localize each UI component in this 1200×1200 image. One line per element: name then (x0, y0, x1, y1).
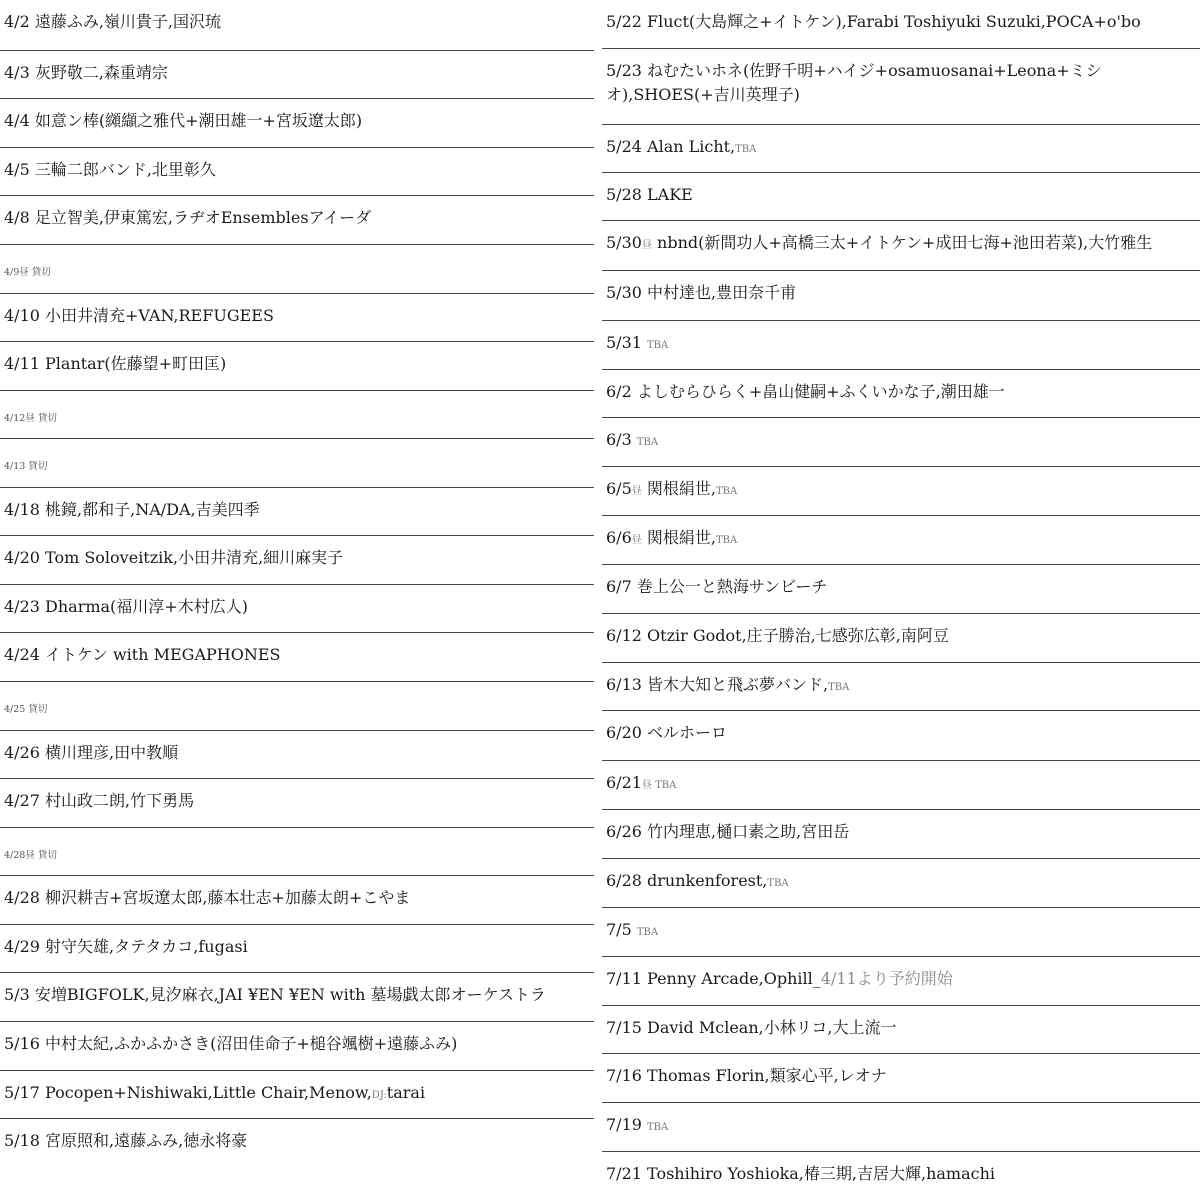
event-main: 6/5 (606, 479, 632, 498)
event-sub: 昼 (631, 486, 642, 497)
event-text (4, 455, 590, 479)
event-main: 5/3 安増BIGFOLK,見汐麻衣,JAI ¥EN ¥EN with 墓場戯太郎オーケストラ (4, 985, 546, 1004)
event-sub: TBA (735, 144, 757, 155)
event-text (4, 698, 590, 722)
event-sub: 昼 TBA (641, 780, 677, 791)
event-text (4, 595, 590, 619)
event-row (0, 924, 594, 972)
event-sub: TBA (647, 340, 669, 351)
event-main: 5/30 中村達也,豊田奈千甫 (606, 283, 797, 302)
event-row (602, 1151, 1200, 1200)
event-row (602, 1005, 1200, 1053)
event-tail: tarai (386, 1083, 426, 1102)
event-main: 4/24 イトケン with MEGAPHONES (4, 645, 281, 664)
event-sub: 昼 (631, 535, 642, 546)
event-text (606, 967, 1196, 991)
event-text (606, 477, 1196, 504)
event-text (4, 886, 590, 910)
event-sub-tail: TBA (715, 486, 738, 497)
event-main: 6/7 巻上公一と熱海サンビーチ (606, 577, 828, 596)
event-main: 5/24 Alan Licht, (606, 137, 736, 156)
event-main: 4/11 Plantar(佐藤望+町田匡) (4, 354, 227, 373)
event-text (4, 158, 590, 182)
event-text (4, 498, 590, 522)
event-tail: nbnd(新間功人+高橋三太+イトケン+成田七海+池田若菜),大竹雅生 (651, 233, 1153, 252)
event-main: 4/28昼 貸切 (4, 850, 57, 861)
event-main: 4/4 如意ン棒(纐纈之雅代+潮田雄一+宮坂遼太郎) (4, 111, 363, 130)
event-main: 4/18 桃鏡,都和子,NA/DA,吉美四季 (4, 500, 260, 519)
event-main: 4/25 貸切 (4, 704, 48, 715)
event-main: 4/26 横川理彦,田中教順 (4, 743, 179, 762)
event-main: 4/2 遠藤ふみ,嶺川貴子,国沢琉 (4, 12, 222, 31)
event-row (602, 907, 1200, 956)
event-row (0, 1118, 594, 1200)
event-text (4, 61, 590, 85)
event-row (602, 0, 1200, 48)
event-sub: TBA (647, 1122, 669, 1133)
event-text (606, 1064, 1196, 1088)
event-row (602, 220, 1200, 270)
event-text (4, 643, 590, 667)
event-text (4, 546, 590, 570)
event-main: 5/17 Pocopen+Nishiwaki,Little Chair,Menow, (4, 1083, 372, 1102)
event-row (0, 827, 594, 875)
event-text (4, 1032, 590, 1056)
event-sub: TBA (636, 437, 659, 448)
event-row (602, 613, 1200, 662)
event-row (602, 320, 1200, 369)
event-text (4, 10, 590, 34)
event-text (4, 1129, 590, 1153)
event-text (606, 231, 1196, 258)
event-text (606, 380, 1196, 404)
event-note: 4/11より予約開始 (820, 969, 953, 988)
event-text (4, 1081, 590, 1108)
event-text (4, 789, 590, 813)
event-row (0, 632, 594, 681)
event-row (0, 972, 594, 1021)
event-row (602, 515, 1200, 564)
event-row (602, 956, 1200, 1005)
event-row (0, 487, 594, 535)
event-sub: DJ: (371, 1090, 387, 1101)
event-text (4, 304, 590, 328)
event-main: 6/13 皆木大知と飛ぶ夢バンド, (606, 675, 829, 694)
event-text (606, 281, 1196, 305)
event-main: 4/29 射守矢雄,タテタカコ,fugasi (4, 937, 248, 956)
event-sub: 昼 (641, 240, 652, 251)
schedule-column-left (0, 0, 594, 1200)
event-main: 6/2 よしむらひらく+畠山健嗣+ふくいかな子,潮田雄一 (606, 382, 1005, 401)
event-row (602, 564, 1200, 613)
event-main: 6/12 Otzir Godot,庄子勝治,七感弥広彰,南阿豆 (606, 626, 949, 645)
event-row (602, 466, 1200, 515)
event-tail: 関根絹世, (641, 479, 716, 498)
event-main: 5/31 (606, 333, 648, 352)
event-row (602, 270, 1200, 320)
event-row (0, 584, 594, 632)
event-main: 5/28 LAKE (606, 185, 693, 204)
event-row (602, 662, 1200, 710)
event-row (602, 124, 1200, 172)
event-row (0, 730, 594, 778)
event-main: 5/30 (606, 233, 642, 252)
event-row (0, 0, 594, 50)
event-row (0, 1070, 594, 1118)
event-text (606, 869, 1196, 896)
event-text (4, 844, 590, 868)
event-text (4, 109, 590, 133)
event-sub: TBA (828, 682, 850, 693)
event-text (606, 624, 1196, 648)
event-row (0, 293, 594, 341)
event-row (0, 875, 594, 924)
event-text (4, 935, 590, 959)
event-main: 4/9昼 貸切 (4, 267, 51, 278)
event-text (606, 135, 1196, 162)
event-main: 6/20 ベルホーロ (606, 723, 728, 742)
event-row (602, 809, 1200, 858)
event-row (0, 195, 594, 244)
event-text (606, 1016, 1196, 1040)
event-text (4, 983, 590, 1007)
event-row (602, 760, 1200, 809)
event-text (606, 183, 1196, 207)
event-tail: 関根絹世, (641, 528, 716, 547)
event-text (606, 428, 1196, 455)
event-row (602, 417, 1200, 466)
event-main: 7/11 Penny Arcade,Ophill_ (606, 969, 821, 988)
event-row (0, 147, 594, 195)
event-row (0, 681, 594, 730)
event-main: 4/3 灰野敬二,森重靖宗 (4, 63, 168, 82)
event-main: 6/28 drunkenforest, (606, 871, 768, 890)
event-text (4, 352, 590, 376)
event-main: 4/13 貸切 (4, 461, 48, 472)
event-row (602, 710, 1200, 760)
event-text (606, 1162, 1196, 1186)
event-row (0, 390, 594, 438)
event-sub: TBA (767, 878, 789, 889)
event-main: 5/16 中村太紀,ふかふかさき(沼田佳命子+槌谷颯樹+遠藤ふみ) (4, 1034, 458, 1053)
event-row (602, 1053, 1200, 1102)
event-sub-tail: TBA (715, 535, 738, 546)
event-main: 5/18 宮原照和,遠藤ふみ,徳永将豪 (4, 1131, 248, 1150)
event-text (606, 331, 1196, 358)
event-text (606, 575, 1196, 599)
event-text (606, 1113, 1196, 1140)
event-row (0, 1021, 594, 1070)
schedule-column-right (602, 0, 1200, 1200)
event-main: 7/21 Toshihiro Yoshioka,椿三期,吉居大輝,hamachi (606, 1164, 996, 1183)
event-main: 4/23 Dharma(福川淳+木村広人) (4, 597, 248, 616)
event-row (602, 858, 1200, 907)
event-main: 4/28 柳沢耕吉+宮坂遼太郎,藤本壮志+加藤太朗+こやま (4, 888, 411, 907)
event-text (606, 918, 1196, 945)
event-text (606, 59, 1196, 107)
event-sub: TBA (636, 927, 659, 938)
event-main: 6/21 (606, 773, 642, 792)
event-main: 7/5 (606, 920, 637, 939)
event-text (606, 721, 1196, 745)
event-text (4, 741, 590, 765)
event-text (4, 206, 590, 230)
event-row (0, 438, 594, 487)
event-main: 4/8 足立智美,伊東篤宏,ラヂオEnsemblesアイーダ (4, 208, 372, 227)
event-row (0, 341, 594, 390)
event-main: 4/5 三輪二郎バンド,北里彰久 (4, 160, 216, 179)
event-main: 4/10 小田井清充+VAN,REFUGEES (4, 306, 274, 325)
event-row (0, 98, 594, 147)
event-main: 5/22 Fluct(大島輝之+イトケン),Farabi Toshiyuki Suzuki,POCA+o'bo (606, 12, 1141, 31)
event-row (602, 48, 1200, 124)
event-text (4, 407, 590, 431)
event-text (606, 10, 1196, 34)
event-main: 6/6 (606, 528, 632, 547)
event-main: 4/12昼 貸切 (4, 413, 57, 424)
event-row (0, 778, 594, 827)
event-text (606, 771, 1196, 798)
event-main: 4/27 村山政二朗,竹下勇馬 (4, 791, 195, 810)
event-main: 4/20 Tom Soloveitzik,小田井清充,細川麻実子 (4, 548, 344, 567)
event-main: 6/3 (606, 430, 637, 449)
event-row (602, 172, 1200, 220)
event-main: 5/23 ねむたいホネ(佐野千明+ハイジ+osamuosanai+Leona+ミシオ),SHOES(+吉川英理子) (606, 61, 1102, 104)
event-main: 7/16 Thomas Florin,類家心平,レオナ (606, 1066, 887, 1085)
event-text (4, 261, 590, 285)
event-row (0, 535, 594, 584)
event-text (606, 820, 1196, 844)
event-main: 6/26 竹内理恵,樋口素之助,宮田岳 (606, 822, 850, 841)
event-row (0, 244, 594, 293)
event-text (606, 673, 1196, 700)
event-row (602, 369, 1200, 417)
event-text (606, 526, 1196, 553)
event-main: 7/19 (606, 1115, 648, 1134)
event-main: 7/15 David Mclean,小林リコ,大上流一 (606, 1018, 897, 1037)
event-row (0, 50, 594, 98)
event-row (602, 1102, 1200, 1151)
